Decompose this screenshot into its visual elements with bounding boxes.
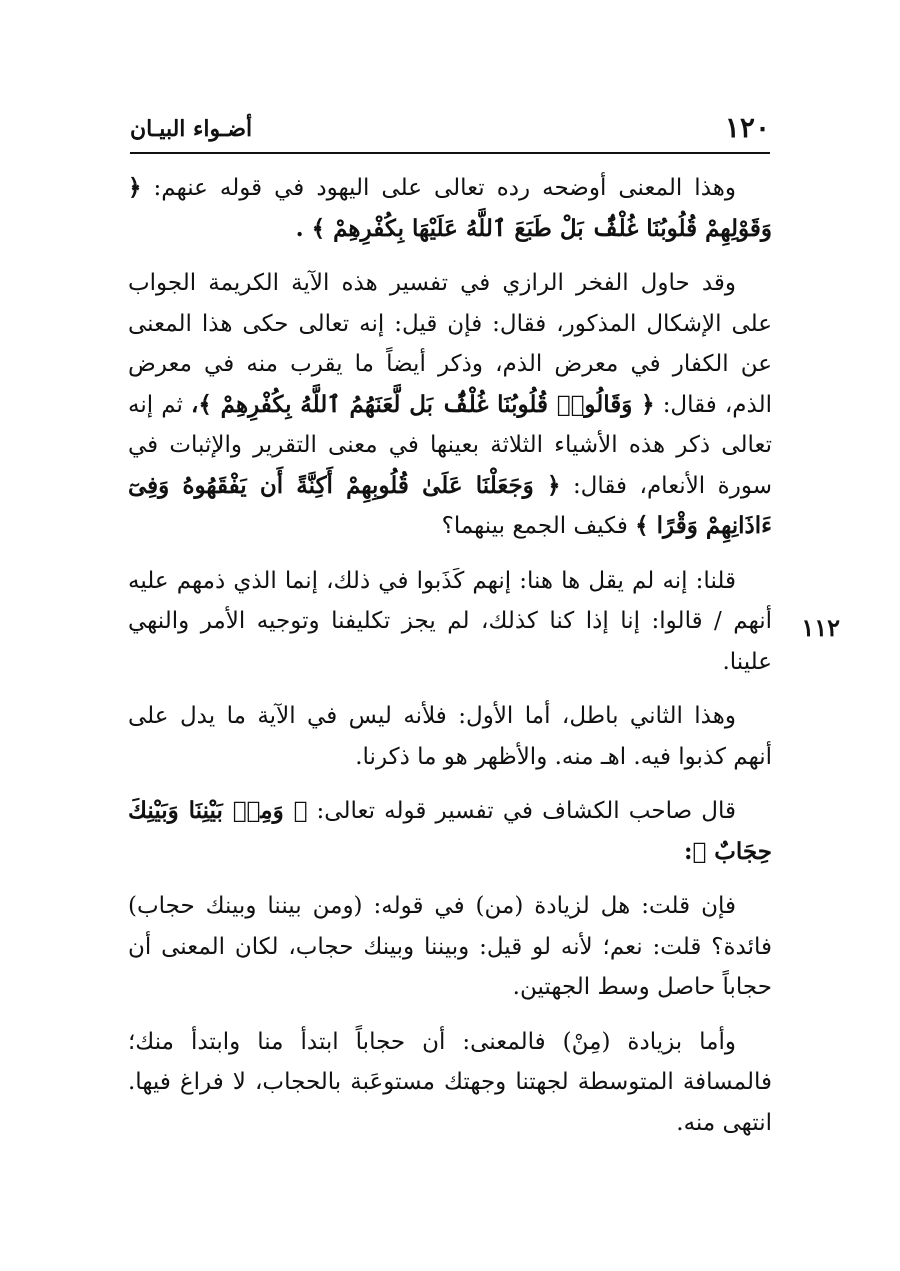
paragraph-7: وأما بزيادة (مِنْ) فالمعنى: أن حجاباً ابتدأ منا وابتدأ منك؛ فالمسافة المتوسطة لجهتنا وجهتك مستوعَبة بالحجاب، لا فراغ فيها. انتهى منه.: [128, 1028, 772, 1136]
paragraph-1: [128, 168, 772, 249]
paragraph-2-text-c: فكيف الجمع بينهما؟: [441, 513, 628, 539]
paragraph-2: [128, 263, 772, 547]
paragraph-6: فإن قلت: هل لزيادة (من) في قوله: (ومن بيننا وبينك حجاب) فائدة؟ قلت: نعم؛ لأنه لو قيل: وبيننا وبينك حجاب، لكان المعنى أن حجاباً حاصل وسط الجهتين.: [128, 893, 772, 1000]
book-title: أضـواء البيـان: [130, 116, 253, 142]
running-header: [130, 108, 770, 154]
paragraph-2-text-a: وقد حاول الفخر الرازي في تفسير هذه الآية الكريمة الجواب على الإشكال المذكور، فقال: فإن قيل: إنه تعالى حكى هذا المعنى عن الكفار في معرض الذم، وذكر أيضاً ما يقرب منه في معرض الذم، فقال:: [128, 270, 772, 418]
quran-verse: ﴿ وَمِنۢ بَيْنِنَا وَبَيْنِكَ حِجَابٌ ﴾:: [128, 797, 772, 865]
quran-verse: ﴿ وَقَوْلِهِمْ قُلُوبُنَا غُلْفٌۢ بَلْ طَبَعَ ٱللَّهُ عَلَيْهَا بِكُفْرِهِمْ ﴾ .: [128, 174, 772, 242]
quran-verse: ﴿ وَقَالُوا۟ قُلُوبُنَا غُلْفٌۢ بَل لَّعَنَهُمُ ٱللَّهُ بِكُفْرِهِمْ ﴾،: [190, 390, 655, 418]
paragraph-4: وهذا الثاني باطل، أما الأول: فلأنه ليس في الآية ما يدل على أنهم كذبوا فيه. اهـ منه. والأظهر هو ما ذكرنا.: [128, 703, 772, 770]
page-body: [128, 168, 772, 1143]
paragraph-5-text: قال صاحب الكشاف في تفسير قوله تعالى:: [316, 798, 736, 824]
paragraph-2-text-b: ثم إنه تعالى ذكر هذه الأشياء الثلاثة بعينها في معنى التقرير والإثبات في سورة الأنعام، فقال:: [128, 391, 772, 499]
paragraph-3: قلنا: إنه لم يقل ها هنا: إنهم كَذَبوا في ذلك، إنما الذي ذمهم عليه أنهم / قالوا: إنا إذا كنا كذلك، لم يجز تكليفنا وتوجيه الأمر والنهي علينا.: [128, 567, 772, 675]
paragraph-1-text: وهذا المعنى أوضحه رده تعالى على اليهود في قوله عنهم:: [153, 175, 737, 201]
margin-page-reference: ١١٢: [801, 613, 840, 642]
paragraph-5: [128, 791, 772, 872]
page-number: ١٢٠: [724, 111, 770, 144]
quran-verse: ﴿ وَجَعَلْنَا عَلَىٰ قُلُوبِهِمْ أَكِنَّةً أَن يَفْقَهُوهُ وَفِىٓ ءَاذَانِهِمْ وَقْرًا ﴾: [128, 471, 772, 539]
